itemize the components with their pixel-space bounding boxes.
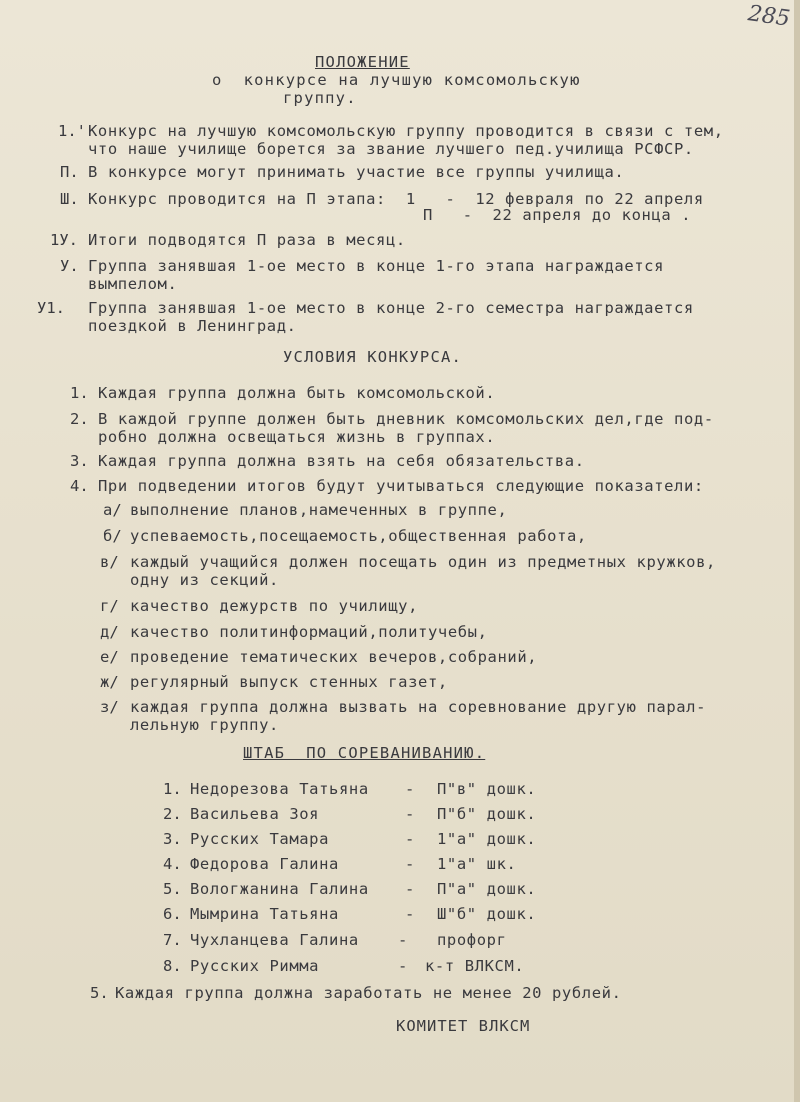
subitem-text: лельную группу. — [130, 716, 279, 734]
staff-role: П"в" дошк. — [437, 780, 537, 798]
subitem-text: качество дежурств по училищу, — [130, 597, 419, 615]
subitem-text: регулярный выпуск стенных газет, — [130, 673, 448, 691]
staff-name: Вологжанина Галина — [190, 880, 369, 898]
staff-dash: - — [398, 957, 408, 975]
subitem-text: проведение тематических вечеров,собраний, — [130, 648, 538, 666]
condition-number: 3. — [70, 452, 89, 470]
staff-name: Васильева Зоя — [190, 805, 320, 823]
subitem-text: качество политинформаций,политучебы, — [130, 623, 488, 641]
staff-number: 5. — [163, 880, 182, 898]
subitem-letter: д/ — [100, 623, 119, 641]
rule-text: Группа занявшая 1-ое место в конце 2-го семестра награждается — [88, 299, 694, 317]
archive-page-number: 285 — [746, 1, 792, 32]
subitem-text: успеваемость,посещаемость,общественная работа, — [130, 527, 587, 545]
condition-text: В каждой группе должен быть дневник комсомольских дел,где под- — [98, 410, 714, 428]
rule-text: вымпелом. — [88, 275, 178, 293]
subitem-text: каждый учащийся должен посещать один из предметных кружков, — [130, 553, 716, 571]
page-edge — [794, 0, 800, 1102]
staff-role: 1"а" дошк. — [437, 830, 537, 848]
staff-dash: - — [405, 905, 415, 923]
subitem-text: каждая группа должна вызвать на соревнование другую парал- — [130, 698, 707, 716]
staff-number: 4. — [163, 855, 182, 873]
rule-number: У1. — [37, 299, 65, 317]
condition-text: робно должна освещаться жизнь в группах. — [98, 428, 496, 446]
staff-role: профорг — [437, 931, 507, 949]
staff-dash: - — [405, 830, 415, 848]
staff-dash: - — [405, 780, 415, 798]
subitem-text: выполнение планов,намеченных в группе, — [130, 501, 508, 519]
document-title: ПОЛОЖЕНИЕ — [315, 53, 410, 71]
final-rule-text: Каждая группа должна заработать не менее 20 рублей. — [115, 984, 622, 1002]
condition-text: При подведении итогов будут учитываться следующие показатели: — [98, 477, 704, 495]
subitem-letter: г/ — [100, 597, 119, 615]
staff-name: Русских Тамара — [190, 830, 330, 848]
staff-number: 1. — [163, 780, 182, 798]
rule-text: поездкой в Ленинград. — [88, 317, 297, 335]
document-subtitle-line-1: о конкурсе на лучшую комсомольскую — [212, 71, 581, 89]
condition-text: Каждая группа должна взять на себя обязательства. — [98, 452, 585, 470]
condition-number: 2. — [70, 410, 89, 428]
staff-dash: - — [398, 931, 408, 949]
staff-dash: - — [405, 880, 415, 898]
staff-name: Чухланцева Галина — [190, 931, 359, 949]
staff-number: 8. — [163, 957, 182, 975]
subitem-letter: е/ — [100, 648, 119, 666]
rule-text: В конкурсе могут принимать участие все группы училища. — [88, 163, 625, 181]
subitem-text: одну из секций. — [130, 571, 279, 589]
subitem-letter: ж/ — [100, 673, 119, 691]
conditions-heading: УСЛОВИЯ КОНКУРСА. — [283, 348, 463, 366]
rule-number: 1У. — [50, 231, 78, 249]
staff-role: П"а" дошк. — [437, 880, 537, 898]
rule-number: У. — [60, 257, 79, 275]
rule-text: Конкурс проводится на П этапа: 1 - 12 февраля по 22 апреля — [88, 190, 704, 208]
subitem-letter: б/ — [103, 527, 122, 545]
staff-role: 1"а" шк. — [437, 855, 517, 873]
subitem-letter: з/ — [100, 698, 119, 716]
staff-number: 7. — [163, 931, 182, 949]
staff-number: 3. — [163, 830, 182, 848]
staff-name: Федорова Галина — [190, 855, 339, 873]
rule-number: П. — [60, 163, 79, 181]
staff-role: П"б" дошк. — [437, 805, 537, 823]
final-rule-number: 5. — [90, 984, 109, 1002]
rule-number: 1.' — [58, 122, 86, 140]
rule-text: Конкурс на лучшую комсомольскую группу проводится в связи с тем, — [88, 122, 724, 140]
signature-committee: КОМИТЕТ ВЛКСМ — [396, 1017, 531, 1035]
rule-text: Группа занявшая 1-ое место в конце 1-го этапа награждается — [88, 257, 665, 275]
rule-text: П - 22 апреля до конца . — [423, 206, 692, 224]
staff-dash: - — [405, 805, 415, 823]
subitem-letter: а/ — [103, 501, 122, 519]
condition-number: 4. — [70, 477, 89, 495]
staff-number: 6. — [163, 905, 182, 923]
rule-text: что наше училище борется за звание лучшего пед.училища РСФСР. — [88, 140, 694, 158]
staff-heading: ШТАБ ПО СОРЕВАНИВАНИЮ. — [243, 744, 486, 762]
condition-number: 1. — [70, 384, 89, 402]
condition-text: Каждая группа должна быть комсомольской. — [98, 384, 496, 402]
staff-name: Мымрина Татьяна — [190, 905, 339, 923]
rule-number: Ш. — [60, 190, 79, 208]
staff-name: Недорезова Татьяна — [190, 780, 369, 798]
staff-dash: - — [405, 855, 415, 873]
rule-text: Итоги подводятся П раза в месяц. — [88, 231, 406, 249]
document-subtitle-line-2: группу. — [283, 89, 357, 107]
staff-number: 2. — [163, 805, 182, 823]
subitem-letter: в/ — [100, 553, 119, 571]
staff-role: к-т ВЛКСМ. — [425, 957, 525, 975]
staff-role: Ш"б" дошк. — [437, 905, 537, 923]
staff-name: Русских Римма — [190, 957, 320, 975]
